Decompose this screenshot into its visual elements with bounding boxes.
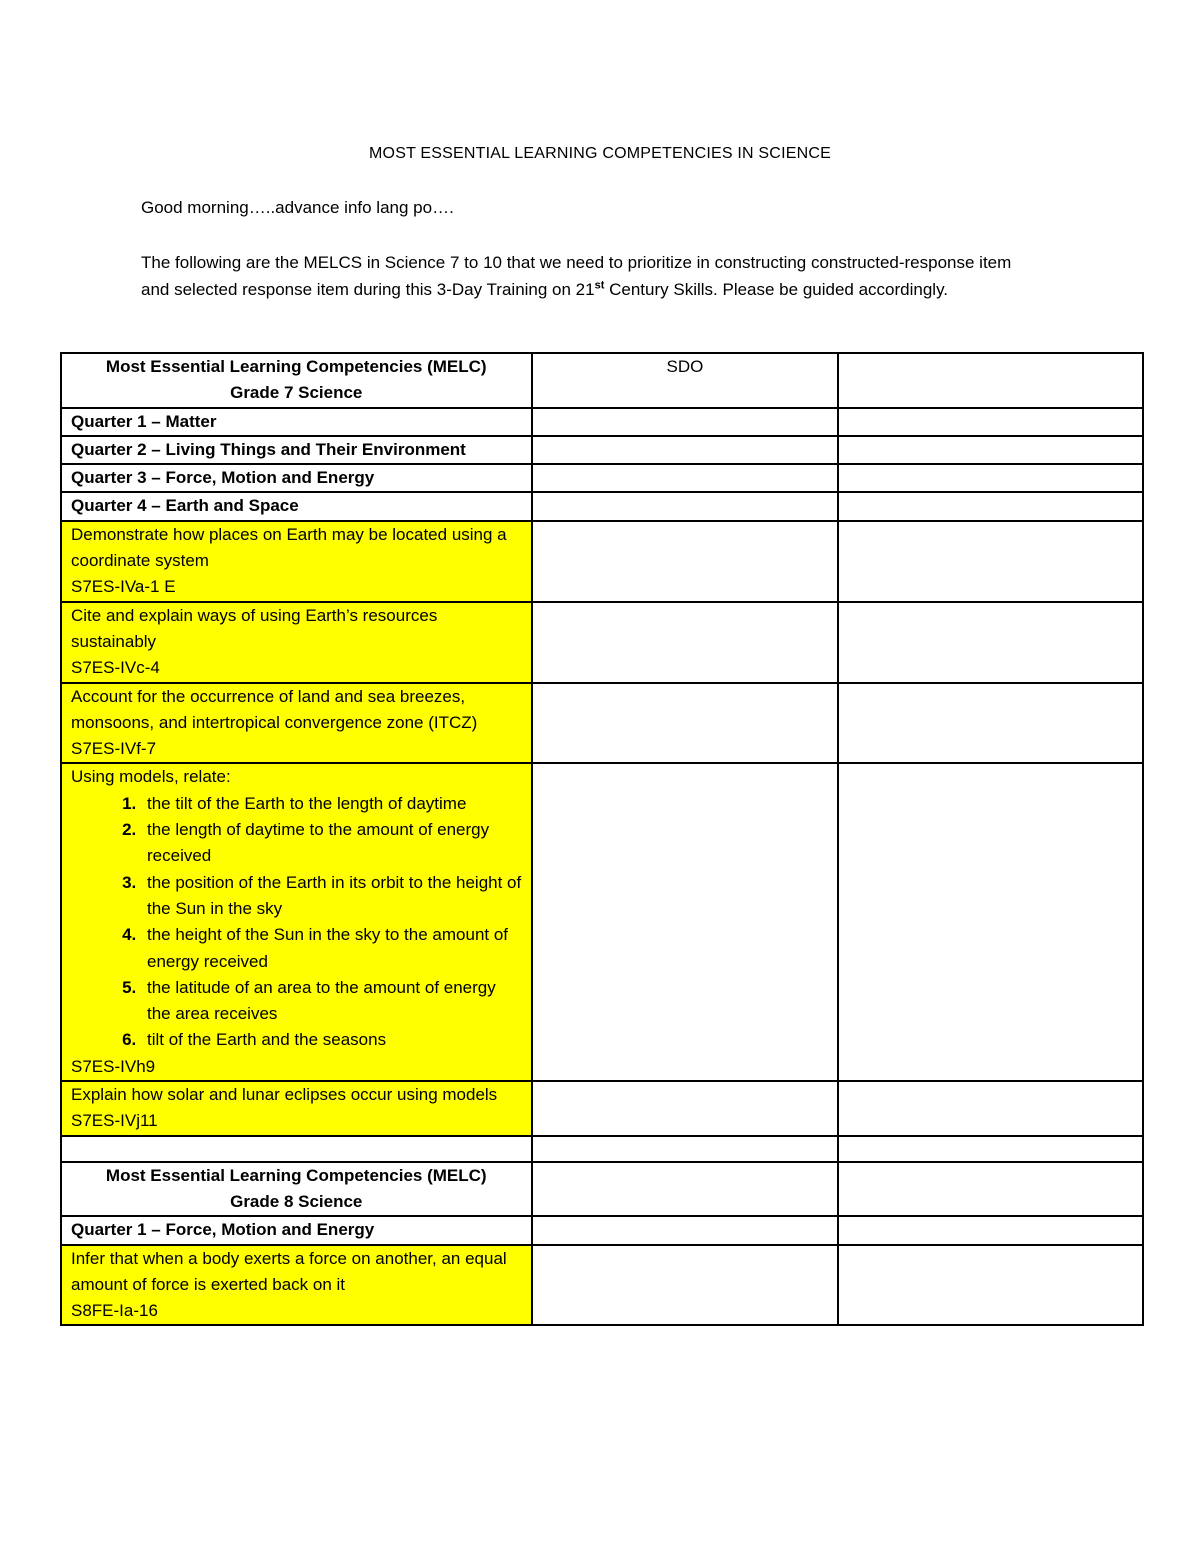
competency-row [61, 763, 1143, 1081]
intro-paragraph [141, 250, 1041, 303]
empty-cell [532, 763, 839, 1081]
grade8-header-line1: Most Essential Learning Competencies (MELC) [105, 1165, 487, 1185]
list-item: 5. the latitude of an area to the amount of energy the area receives [141, 975, 522, 1028]
empty-cell [532, 464, 839, 492]
intro-text: The following are the MELCS in Science 7 to 10 that we need to prioritize in constructing constructed-response item and selected response item during this 3-Day Training on 21 [141, 253, 1012, 299]
grade8-header [61, 1162, 532, 1217]
empty-cell [838, 1136, 1143, 1162]
empty-cell [532, 683, 839, 764]
empty-cell [838, 1216, 1143, 1244]
grade8-header-row [61, 1162, 1143, 1217]
empty-cell [838, 436, 1143, 464]
competency-row [61, 1081, 1143, 1136]
competency-code: S7ES-IVc-4 [71, 658, 160, 678]
quarter-row [61, 1216, 1143, 1244]
empty-cell [838, 1162, 1143, 1217]
greeting-text: Good morning…..advance info lang po…. [141, 198, 454, 217]
empty-cell [838, 492, 1143, 520]
empty-cell [838, 602, 1143, 683]
competency-row [61, 1245, 1143, 1326]
empty-cell [532, 1081, 839, 1136]
quarter-label: Quarter 4 – Earth and Space [61, 492, 532, 520]
quarter-row [61, 408, 1143, 436]
quarter-label: Quarter 2 – Living Things and Their Environment [61, 436, 532, 464]
list-item: 3. the position of the Earth in its orbit to the height of the Sun in the sky [141, 870, 522, 923]
quarter-row [61, 492, 1143, 520]
empty-cell [838, 464, 1143, 492]
empty-cell [838, 1245, 1143, 1326]
empty-cell [532, 1162, 839, 1217]
list-item: 6. tilt of the Earth and the seasons [141, 1027, 522, 1053]
models-lead: Using models, relate: [71, 767, 231, 787]
competency-text: Infer that when a body exerts a force on another, an equal amount of force is exerted back on it [71, 1248, 507, 1294]
empty-cell [532, 436, 839, 464]
empty-cell [838, 408, 1143, 436]
empty-cell [838, 763, 1143, 1081]
empty-cell [532, 1245, 839, 1326]
empty-cell [838, 683, 1143, 764]
quarter-label: Quarter 3 – Force, Motion and Energy [61, 464, 532, 492]
empty-cell [838, 521, 1143, 602]
list-item: 4. the height of the Sun in the sky to the amount of energy received [141, 922, 522, 975]
blank-row [61, 1136, 1143, 1162]
document-title: MOST ESSENTIAL LEARNING COMPETENCIES IN SCIENCE [369, 145, 831, 162]
intro-text-end: Century Skills. Please be guided accordingly. [604, 279, 949, 299]
competency-row [61, 602, 1143, 683]
grade7-header-line1: Most Essential Learning Competencies (MELC) [105, 357, 487, 376]
empty-cell [838, 1081, 1143, 1136]
competency-text: Account for the occurrence of land and sea breezes, monsoons, and intertropical convergence zone (ITCZ) [71, 686, 478, 732]
quarter-row [61, 464, 1143, 492]
competency-code: S7ES-IVf-7 [71, 739, 157, 759]
empty-cell [532, 1136, 839, 1162]
empty-cell [532, 408, 839, 436]
competency-cell [61, 1081, 532, 1136]
empty-cell [61, 1136, 532, 1162]
empty-cell [532, 1216, 839, 1244]
quarter-label: Quarter 1 – Force, Motion and Energy [61, 1216, 532, 1244]
grade7-header-row [61, 353, 1143, 408]
grade7-header [61, 353, 532, 408]
grade8-header-line2: Grade 8 Science [230, 1191, 363, 1211]
competency-cell [61, 683, 532, 764]
competency-text: Cite and explain ways of using Earth’s resources sustainably [71, 605, 438, 651]
melc-table [60, 352, 1144, 1326]
competency-cell [61, 521, 532, 602]
competency-text: Explain how solar and lunar eclipses occur using models [71, 1085, 498, 1105]
competency-row [61, 521, 1143, 602]
list-item: 2. the length of daytime to the amount of energy received [141, 817, 522, 870]
empty-header [838, 353, 1143, 408]
sdo-header: SDO [532, 353, 839, 408]
competency-code: S7ES-IVh9 [71, 1056, 156, 1076]
competency-cell [61, 602, 532, 683]
competency-text: Demonstrate how places on Earth may be located using a coordinate system [71, 524, 507, 571]
list-item: 1. the tilt of the Earth to the length of daytime [141, 791, 522, 817]
competency-row [61, 683, 1143, 764]
empty-cell [532, 492, 839, 520]
quarter-row [61, 436, 1143, 464]
competency-code: S7ES-IVa-1 E [71, 577, 176, 597]
competency-code: S7ES-IVj11 [71, 1111, 158, 1131]
grade7-header-line2: Grade 7 Science [230, 383, 363, 403]
competency-code: S8FE-Ia-16 [71, 1301, 158, 1321]
empty-cell [532, 602, 839, 683]
competency-cell [61, 763, 532, 1081]
quarter-label: Quarter 1 – Matter [61, 408, 532, 436]
competency-cell [61, 1245, 532, 1326]
intro-superscript: st [594, 278, 605, 291]
empty-cell [532, 521, 839, 602]
models-list [71, 791, 522, 1054]
